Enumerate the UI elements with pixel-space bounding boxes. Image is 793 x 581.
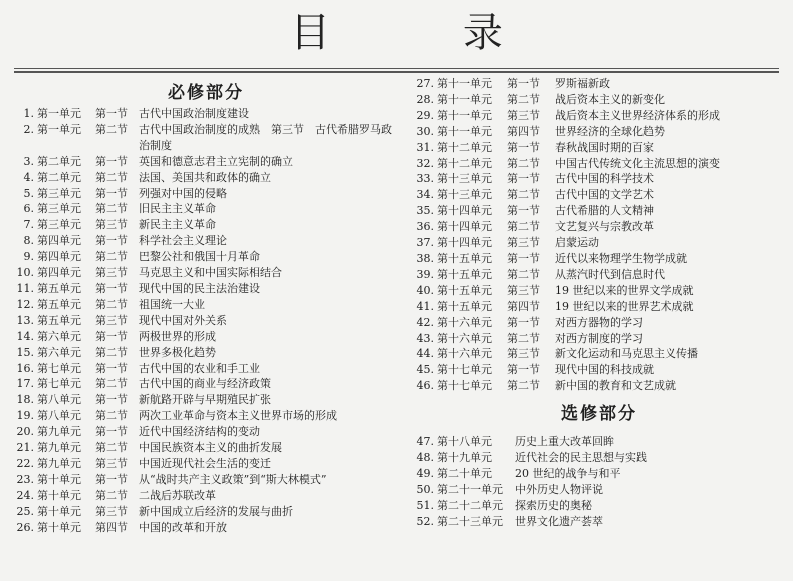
entry-number: 4. xyxy=(23,170,34,184)
entry-number: 20. xyxy=(16,425,34,439)
entry-unit: 第十五单元 xyxy=(437,283,492,297)
toc-entry xyxy=(10,361,402,377)
entry-title: 19 世纪以来的世界艺术成就 xyxy=(555,299,694,313)
entry-unit: 第十二单元 xyxy=(437,140,492,154)
entry-number: 8. xyxy=(23,234,34,248)
entry-title: 旧民主主义革命 xyxy=(139,202,216,216)
entry-section: 第二节 xyxy=(95,441,128,455)
entry-unit: 第一单元 xyxy=(37,122,81,136)
entry-section: 第三节 xyxy=(507,236,540,250)
title-rule-thick xyxy=(14,71,779,73)
entry-number: 32. xyxy=(416,156,434,170)
entry-title: 科学社会主义理论 xyxy=(139,234,227,248)
entry-number: 16. xyxy=(16,361,34,375)
toc-entry xyxy=(410,346,788,362)
entry-section: 第一节 xyxy=(507,204,540,218)
elective-list xyxy=(410,434,788,529)
entry-title: 祖国统一大业 xyxy=(139,297,205,311)
toc-entry xyxy=(10,106,402,122)
title-rule-thin xyxy=(14,68,779,69)
entry-title: 近代社会的民主思想与实践 xyxy=(515,451,647,465)
entry-title: 现代中国的科技成就 xyxy=(555,363,654,377)
toc-entry xyxy=(410,267,788,283)
entry-unit: 第十五单元 xyxy=(437,267,492,281)
entry-unit: 第十七单元 xyxy=(437,363,492,377)
toc-entry xyxy=(410,156,788,172)
toc-entry xyxy=(410,76,788,92)
toc-entry xyxy=(10,520,402,536)
entry-number: 9. xyxy=(23,250,34,264)
entry-title: 春秋战国时期的百家 xyxy=(555,140,654,154)
entry-unit: 第九单元 xyxy=(37,456,81,470)
entry-number: 11. xyxy=(16,281,34,295)
entry-unit: 第二十单元 xyxy=(437,466,492,480)
entry-number: 12. xyxy=(16,297,34,311)
toc-entry xyxy=(410,362,788,378)
entry-title: 列强对中国的侵略 xyxy=(139,186,227,200)
entry-title: 古代中国政治制度的成熟 第三节 古代希腊罗马政治制度 xyxy=(139,122,392,152)
entry-unit: 第四单元 xyxy=(37,234,81,248)
entry-unit: 第十八单元 xyxy=(437,435,492,449)
entry-title: 巴黎公社和俄国十月革命 xyxy=(139,250,260,264)
toc-entry xyxy=(410,482,788,498)
entry-unit: 第二十一单元 xyxy=(437,482,503,496)
entry-number: 19. xyxy=(16,409,34,423)
entry-unit: 第八单元 xyxy=(37,409,81,423)
entry-unit: 第十五单元 xyxy=(437,299,492,313)
entry-unit: 第二单元 xyxy=(37,170,81,184)
entry-title: 马克思主义和中国实际相结合 xyxy=(139,266,282,280)
entry-title: 古代中国的文学艺术 xyxy=(555,188,654,202)
toc-entry xyxy=(10,154,402,170)
entry-section: 第二节 xyxy=(95,122,128,136)
entry-title: 近代中国经济结构的变动 xyxy=(139,425,260,439)
entry-unit: 第五单元 xyxy=(37,297,81,311)
entry-number: 51. xyxy=(416,498,434,512)
entry-unit: 第十四单元 xyxy=(437,236,492,250)
entry-title: 20 世纪的战争与和平 xyxy=(515,466,621,480)
entry-number: 26. xyxy=(16,520,34,534)
toc-entry xyxy=(410,434,788,450)
entry-unit: 第十一单元 xyxy=(437,124,492,138)
entry-section: 第二节 xyxy=(95,297,128,311)
toc-entry xyxy=(410,108,788,124)
toc-entry xyxy=(410,219,788,235)
entry-section: 第二节 xyxy=(95,202,128,216)
entry-section: 第一节 xyxy=(507,251,540,265)
entry-unit: 第十四单元 xyxy=(437,204,492,218)
entry-unit: 第十六单元 xyxy=(437,347,492,361)
toc-entry xyxy=(10,281,402,297)
entry-number: 44. xyxy=(416,347,434,361)
entry-unit: 第十九单元 xyxy=(437,451,492,465)
toc-entry xyxy=(10,504,402,520)
entry-title: 中国近现代社会生活的变迁 xyxy=(139,456,271,470)
entry-section: 第一节 xyxy=(95,154,128,168)
entry-number: 21. xyxy=(16,441,34,455)
entry-section: 第二节 xyxy=(507,156,540,170)
entry-number: 10. xyxy=(16,266,34,280)
toc-entry xyxy=(410,251,788,267)
toc-entry xyxy=(10,217,402,233)
entry-title: 启蒙运动 xyxy=(555,236,599,250)
entry-number: 6. xyxy=(23,202,34,216)
entry-number: 43. xyxy=(416,331,434,345)
entry-section: 第三节 xyxy=(95,218,128,232)
entry-number: 14. xyxy=(16,329,34,343)
entry-number: 52. xyxy=(416,514,434,528)
entry-number: 3. xyxy=(23,154,34,168)
entry-unit: 第十三单元 xyxy=(437,188,492,202)
entry-title: 历史上重大改革回眸 xyxy=(515,435,614,449)
entry-number: 29. xyxy=(416,108,434,122)
entry-number: 35. xyxy=(416,204,434,218)
toc-entry xyxy=(10,392,402,408)
entry-title: 中外历史人物评说 xyxy=(515,482,603,496)
toc-entry xyxy=(410,331,788,347)
entry-unit: 第十六单元 xyxy=(437,331,492,345)
entry-section: 第三节 xyxy=(95,504,128,518)
entry-unit: 第八单元 xyxy=(37,393,81,407)
entry-title: 古代中国的科学技术 xyxy=(555,172,654,186)
toc-entry xyxy=(10,201,402,217)
toc-entry xyxy=(410,299,788,315)
entry-title: 19 世纪以来的世界文学成就 xyxy=(555,283,694,297)
entry-unit: 第十单元 xyxy=(37,488,81,502)
entry-title: 古代希腊的人文精神 xyxy=(555,204,654,218)
page-title: 目 录 xyxy=(290,10,563,56)
entry-number: 45. xyxy=(416,363,434,377)
entry-number: 7. xyxy=(23,218,34,232)
toc-entry xyxy=(410,450,788,466)
entry-number: 34. xyxy=(416,188,434,202)
entry-unit: 第十二单元 xyxy=(437,156,492,170)
entry-unit: 第二十二单元 xyxy=(437,498,503,512)
entry-section: 第一节 xyxy=(95,329,128,343)
entry-section: 第二节 xyxy=(95,409,128,423)
entry-number: 48. xyxy=(416,451,434,465)
entry-number: 24. xyxy=(16,488,34,502)
entry-section: 第一节 xyxy=(95,393,128,407)
toc-entry xyxy=(10,313,402,329)
toc-entry xyxy=(410,140,788,156)
toc-entry xyxy=(10,472,402,488)
entry-unit: 第十四单元 xyxy=(437,220,492,234)
entry-section: 第二节 xyxy=(507,267,540,281)
entry-title: 从“战时共产主义政策”到“斯大林模式” xyxy=(139,472,327,486)
entry-number: 17. xyxy=(16,377,34,391)
entry-title: 世界多极化趋势 xyxy=(139,345,216,359)
required-section-heading: 必修部分 xyxy=(168,83,244,103)
required-list-continued xyxy=(410,76,788,394)
entry-unit: 第十一单元 xyxy=(437,77,492,90)
entry-section: 第二节 xyxy=(507,188,540,202)
toc-entry xyxy=(10,329,402,345)
entry-title: 两极世界的形成 xyxy=(139,329,216,343)
toc-entry xyxy=(10,122,402,154)
entry-section: 第一节 xyxy=(95,186,128,200)
entry-title: 古代中国的农业和手工业 xyxy=(139,361,260,375)
entry-number: 2. xyxy=(23,122,34,136)
entry-number: 5. xyxy=(23,186,34,200)
entry-section: 第二节 xyxy=(95,170,128,184)
entry-title: 新文化运动和马克思主义传播 xyxy=(555,347,698,361)
toc-entry xyxy=(410,378,788,394)
toc-entry xyxy=(410,514,788,530)
entry-number: 18. xyxy=(16,393,34,407)
entry-number: 27. xyxy=(416,77,434,90)
entry-section: 第四节 xyxy=(95,520,128,534)
entry-section: 第三节 xyxy=(507,283,540,297)
entry-title: 文艺复兴与宗教改革 xyxy=(555,220,654,234)
entry-section: 第三节 xyxy=(507,108,540,122)
toc-entry xyxy=(410,203,788,219)
entry-number: 50. xyxy=(416,482,434,496)
entry-title: 两次工业革命与资本主义世界市场的形成 xyxy=(139,409,337,423)
entry-title: 探索历史的奥秘 xyxy=(515,498,592,512)
elective-section xyxy=(410,400,788,529)
entry-section: 第一节 xyxy=(95,361,128,375)
entry-unit: 第四单元 xyxy=(37,266,81,280)
toc-entry xyxy=(410,315,788,331)
entry-number: 37. xyxy=(416,236,434,250)
toc-entry xyxy=(410,466,788,482)
entry-unit: 第一单元 xyxy=(37,107,81,120)
entry-title: 新航路开辟与早期殖民扩张 xyxy=(139,393,271,407)
entry-number: 41. xyxy=(416,299,434,313)
entry-unit: 第四单元 xyxy=(37,250,81,264)
entry-title: 二战后苏联改革 xyxy=(139,488,216,502)
entry-title: 世界经济的全球化趋势 xyxy=(555,124,665,138)
entry-unit: 第十一单元 xyxy=(437,108,492,122)
entry-section: 第一节 xyxy=(507,363,540,377)
entry-number: 39. xyxy=(416,267,434,281)
entry-section: 第四节 xyxy=(507,124,540,138)
entry-unit: 第六单元 xyxy=(37,345,81,359)
toc-entry xyxy=(410,124,788,140)
entry-number: 49. xyxy=(416,466,434,480)
entry-number: 40. xyxy=(416,283,434,297)
entry-section: 第一节 xyxy=(95,281,128,295)
toc-entry xyxy=(410,283,788,299)
entry-unit: 第六单元 xyxy=(37,329,81,343)
toc-entry xyxy=(410,92,788,108)
entry-unit: 第十六单元 xyxy=(437,315,492,329)
toc-entry xyxy=(410,187,788,203)
entry-number: 38. xyxy=(416,251,434,265)
entry-title: 中国古代传统文化主流思想的演变 xyxy=(555,156,720,170)
toc-entry xyxy=(10,297,402,313)
entry-section: 第一节 xyxy=(95,472,128,486)
entry-number: 15. xyxy=(16,345,34,359)
entry-number: 42. xyxy=(416,315,434,329)
entry-unit: 第九单元 xyxy=(37,425,81,439)
entry-section: 第三节 xyxy=(95,266,128,280)
entry-title: 对西方器物的学习 xyxy=(555,315,643,329)
toc-entry xyxy=(10,440,402,456)
entry-unit: 第十单元 xyxy=(37,472,81,486)
entry-unit: 第五单元 xyxy=(37,281,81,295)
entry-unit: 第十单元 xyxy=(37,504,81,518)
entry-section: 第三节 xyxy=(95,456,128,470)
entry-section: 第一节 xyxy=(507,172,540,186)
entry-unit: 第二十三单元 xyxy=(437,514,503,528)
elective-section-heading: 选修部分 xyxy=(561,404,637,425)
entry-section: 第一节 xyxy=(507,140,540,154)
entry-number: 22. xyxy=(16,456,34,470)
toc-entry xyxy=(10,488,402,504)
left-column xyxy=(10,76,402,535)
entry-title: 战后资本主义世界经济体系的形成 xyxy=(555,108,720,122)
entry-section: 第一节 xyxy=(507,77,540,90)
entry-title: 对西方制度的学习 xyxy=(555,331,643,345)
entry-section: 第三节 xyxy=(95,313,128,327)
toc-entry xyxy=(410,498,788,514)
entry-section: 第二节 xyxy=(507,92,540,106)
right-column xyxy=(410,76,788,530)
entry-section: 第一节 xyxy=(95,425,128,439)
toc-entry xyxy=(10,186,402,202)
entry-section: 第一节 xyxy=(507,315,540,329)
entry-number: 47. xyxy=(416,435,434,449)
toc-entry xyxy=(410,171,788,187)
entry-number: 36. xyxy=(416,220,434,234)
entry-unit: 第三单元 xyxy=(37,186,81,200)
entry-number: 13. xyxy=(16,313,34,327)
toc-entry xyxy=(10,265,402,281)
entry-unit: 第十一单元 xyxy=(437,92,492,106)
entry-unit: 第七单元 xyxy=(37,361,81,375)
toc-entry xyxy=(10,376,402,392)
entry-title: 英国和德意志君主立宪制的确立 xyxy=(139,154,293,168)
entry-unit: 第十单元 xyxy=(37,520,81,534)
entry-section: 第二节 xyxy=(507,220,540,234)
entry-section: 第二节 xyxy=(95,250,128,264)
entry-number: 30. xyxy=(416,124,434,138)
entry-number: 23. xyxy=(16,472,34,486)
entry-unit: 第十七单元 xyxy=(437,379,492,393)
toc-entry xyxy=(10,345,402,361)
entry-title: 法国、美国共和政体的确立 xyxy=(139,170,271,184)
entry-title: 从蒸汽时代到信息时代 xyxy=(555,267,665,281)
toc-entry xyxy=(410,235,788,251)
entry-title: 中国的改革和开放 xyxy=(139,520,227,534)
entry-section: 第二节 xyxy=(95,488,128,502)
entry-title: 新中国的教育和文艺成就 xyxy=(555,379,676,393)
entry-title: 近代以来物理学生物学成就 xyxy=(555,251,687,265)
entry-section: 第三节 xyxy=(507,347,540,361)
entry-title: 罗斯福新政 xyxy=(555,77,610,90)
entry-unit: 第十五单元 xyxy=(437,251,492,265)
entry-title: 古代中国的商业与经济政策 xyxy=(139,377,271,391)
entry-number: 25. xyxy=(16,504,34,518)
entry-number: 46. xyxy=(416,379,434,393)
entry-unit: 第九单元 xyxy=(37,441,81,455)
entry-title: 现代中国对外关系 xyxy=(139,313,227,327)
entry-number: 31. xyxy=(416,140,434,154)
required-list xyxy=(10,106,402,535)
entry-title: 新民主主义革命 xyxy=(139,218,216,232)
entry-section: 第一节 xyxy=(95,234,128,248)
toc-entry xyxy=(10,233,402,249)
entry-number: 1. xyxy=(23,107,34,120)
entry-section: 第二节 xyxy=(95,345,128,359)
entry-title: 现代中国的民主法治建设 xyxy=(139,281,260,295)
entry-section: 第二节 xyxy=(507,379,540,393)
entry-unit: 第三单元 xyxy=(37,218,81,232)
toc-entry xyxy=(10,456,402,472)
entry-unit: 第三单元 xyxy=(37,202,81,216)
entry-section: 第一节 xyxy=(95,107,128,120)
entry-unit: 第五单元 xyxy=(37,313,81,327)
entry-number: 33. xyxy=(416,172,434,186)
entry-unit: 第十三单元 xyxy=(437,172,492,186)
toc-entry xyxy=(10,170,402,186)
entry-title: 战后资本主义的新变化 xyxy=(555,92,665,106)
entry-title: 新中国成立后经济的发展与曲折 xyxy=(139,504,293,518)
entry-section: 第二节 xyxy=(95,377,128,391)
entry-section: 第二节 xyxy=(507,331,540,345)
entry-section: 第四节 xyxy=(507,299,540,313)
toc-entry xyxy=(10,249,402,265)
entry-number: 28. xyxy=(416,92,434,106)
entry-unit: 第七单元 xyxy=(37,377,81,391)
toc-entry xyxy=(10,408,402,424)
entry-title: 古代中国政治制度建设 xyxy=(139,107,249,120)
toc-entry xyxy=(10,424,402,440)
entry-unit: 第二单元 xyxy=(37,154,81,168)
entry-title: 中国民族资本主义的曲折发展 xyxy=(139,441,282,455)
entry-title: 世界文化遗产荟萃 xyxy=(515,514,603,528)
